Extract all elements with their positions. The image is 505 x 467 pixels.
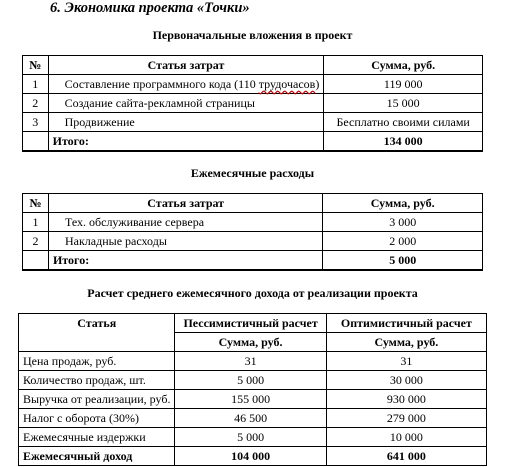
- row-pessimistic: 31: [175, 352, 326, 371]
- initial-investments-table: [22, 55, 483, 152]
- total-value: 5 000: [323, 251, 483, 271]
- row-pessimistic: 5 000: [175, 428, 326, 447]
- total-spacer: [23, 251, 49, 271]
- row-sum: 119 000: [324, 75, 483, 94]
- total-label: Итого:: [48, 251, 322, 271]
- table-row: [23, 213, 483, 232]
- row-item-text: Составление программного кода (110: [64, 77, 259, 91]
- row-item: Накладные расходы: [48, 232, 322, 251]
- table-row: [19, 390, 487, 409]
- total-row: [23, 132, 483, 152]
- row-item: Тех. обслуживание сервера: [48, 213, 322, 232]
- table-header-row: [23, 194, 483, 213]
- row-item: Создание сайта-рекламной страницы: [48, 94, 324, 113]
- table-row: [19, 371, 487, 390]
- header-number: №: [23, 194, 49, 213]
- row-sum: Бесплатно своими силами: [324, 113, 483, 132]
- header-item: Статья затрат: [48, 56, 324, 75]
- row-number: 1: [23, 75, 49, 94]
- row-item: Цена продаж, руб.: [19, 352, 175, 371]
- total-spacer: [23, 132, 49, 152]
- monthly-expenses-title: Ежемесячные расходы: [190, 166, 315, 180]
- monthly-expenses-table: [22, 193, 483, 271]
- table-row: [19, 352, 487, 371]
- row-pessimistic: 155 000: [175, 390, 326, 409]
- header-number: №: [23, 56, 49, 75]
- row-sum: 3 000: [323, 213, 483, 232]
- header-optimistic: Оптимистичный расчет: [326, 314, 486, 333]
- total-optimistic: 641 000: [326, 447, 486, 466]
- row-number: 2: [23, 232, 49, 251]
- income-calculation-table: [18, 313, 487, 466]
- spellcheck-word: трудочасов: [258, 77, 316, 91]
- total-label: Итого:: [48, 132, 324, 152]
- row-item: Выручка от реализации, руб.: [19, 390, 175, 409]
- total-row: [23, 251, 483, 271]
- header-item: Статья: [19, 314, 175, 352]
- row-item-text-end: ): [315, 77, 320, 91]
- total-pessimistic: 104 000: [175, 447, 326, 466]
- row-item: Ежемесячные издержки: [19, 428, 175, 447]
- header-sum: Сумма, руб.: [324, 56, 483, 75]
- row-item: [48, 75, 324, 94]
- subheader-pessimistic-sum: Сумма, руб.: [175, 333, 326, 352]
- row-optimistic: 930 000: [326, 390, 486, 409]
- initial-investments-title: Первоначальные вложения в проект: [152, 28, 353, 42]
- row-sum: 15 000: [324, 94, 483, 113]
- row-number: 3: [23, 113, 49, 132]
- row-item: Продвижение: [48, 113, 324, 132]
- subheader-optimistic-sum: Сумма, руб.: [326, 333, 486, 352]
- row-optimistic: 30 000: [326, 371, 486, 390]
- table-row: [23, 113, 483, 132]
- table-row: [23, 94, 483, 113]
- table-header-row: [19, 314, 487, 333]
- total-row: [19, 447, 487, 466]
- row-number: 2: [23, 94, 49, 113]
- header-item: Статья затрат: [48, 194, 322, 213]
- row-optimistic: 279 000: [326, 409, 486, 428]
- row-sum: 2 000: [323, 232, 483, 251]
- header-sum: Сумма, руб.: [323, 194, 483, 213]
- table-header-row: [23, 56, 483, 75]
- row-optimistic: 10 000: [326, 428, 486, 447]
- row-item: Количество продаж, шт.: [19, 371, 175, 390]
- row-number: 1: [23, 213, 49, 232]
- row-pessimistic: 46 500: [175, 409, 326, 428]
- table-row: [23, 232, 483, 251]
- section-heading: 6. Экономика проекта «Точки»: [50, 0, 250, 16]
- row-pessimistic: 5 000: [175, 371, 326, 390]
- total-value: 134 000: [324, 132, 483, 152]
- income-calculation-title: Расчет среднего ежемесячного дохода от реализации проекта: [87, 286, 418, 300]
- table-row: [19, 428, 487, 447]
- row-item: Налог с оборота (30%): [19, 409, 175, 428]
- table-row: [23, 75, 483, 94]
- row-optimistic: 31: [326, 352, 486, 371]
- header-pessimistic: Пессимистичный расчет: [175, 314, 326, 333]
- total-label: Ежемесячный доход: [19, 447, 175, 466]
- table-row: [19, 409, 487, 428]
